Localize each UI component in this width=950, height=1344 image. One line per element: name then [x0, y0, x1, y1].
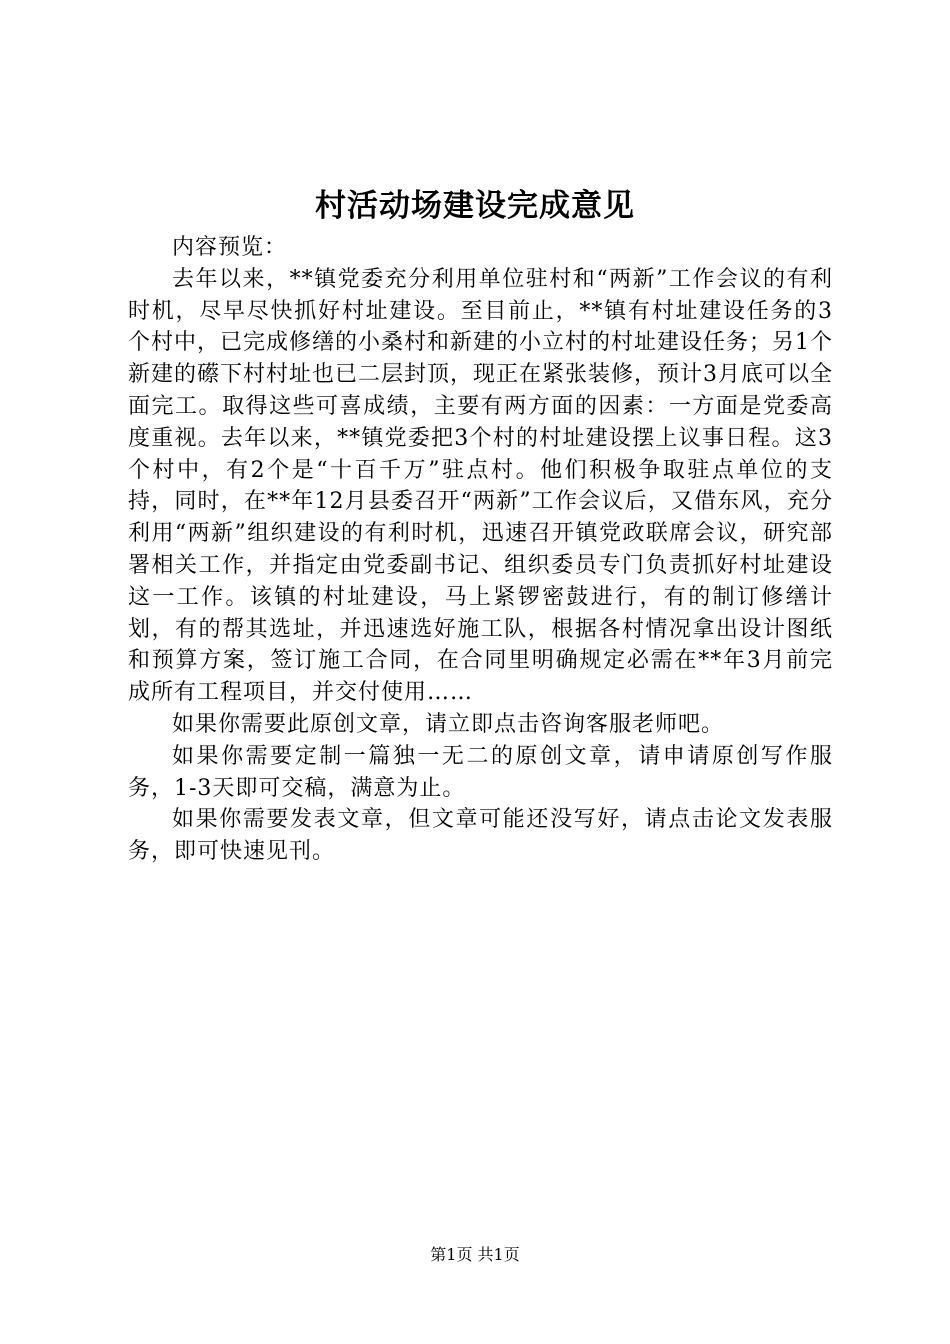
preview-label: 内容预览： [172, 235, 288, 260]
main-paragraph: 去年以来，**镇党委充分利用单位驻村和“两新”工作会议的有利时机，尽早尽快抓好村址建设。至目前止，**镇有村址建设任务的3个村中，已完成修缮的小桑村和新建的小立村的村址建设任务；另1个新建的礤下村村址也已二层封顶，现正在紧张装修，预计3月底可以全面完工。取得这些可喜成绩，主要有两方面的因素：一方面是党委高度重视。去年以来，**镇党委把3个村的村址建设摆上议事日程。这3个村中，有2个是“十百千万”驻点村。他们积极争取驻点单位的支持，同时，在**年12月县委召开“两新”工作会议后，又借东风，充分利用“两新”组织建设的有利时机，迅速召开镇党政联席会议，研究部署相关工作，并指定由党委副书记、组织委员专门负责抓好村址建设这一工作。该镇的村址建设，马上紧锣密鼓进行，有的制订修缮计划，有的帮其选址，并迅速选好施工队，根据各村情况拿出设计图纸和预算方案，签订施工合同，在合同里明确规定必需在**年3月前完成所有工程项目，并交付使用…… [128, 266, 833, 706]
service-paragraph-original: 如果你需要此原创文章，请立即点击咨询客服老师吧。 [172, 711, 725, 737]
service-paragraph-custom: 如果你需要定制一篇独一无二的原创文章，请申请原创写作服务，1-3天即可交稿，满意为止。 [128, 743, 833, 801]
page-footer: 第1页 共1页 [430, 1245, 520, 1264]
service-paragraph-publish: 如果你需要发表文章，但文章可能还没写好，请点击论文发表服务，即可快速见刊。 [128, 807, 833, 865]
document-body [128, 232, 833, 868]
document-title: 村活动场建设完成意见 [315, 188, 635, 224]
